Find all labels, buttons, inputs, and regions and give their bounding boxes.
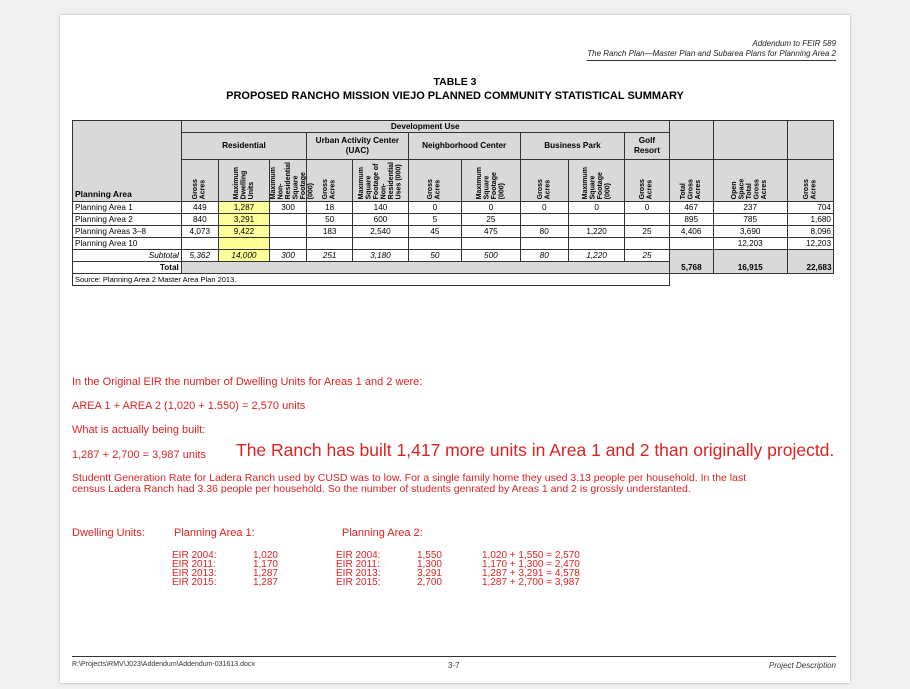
- col-uac-gross-acres: Gross Acres: [322, 179, 337, 200]
- note-actual-sum: 1,287 + 2,700 = 3,987 units: [72, 449, 206, 461]
- header-line-2: The Ranch Plan—Master Plan and Subarea Plans for Planning Area 2: [587, 49, 836, 58]
- col-res-gross-acres: Gross Acres: [192, 179, 207, 200]
- col-max-nonres-sqft: Maximum Non-Residential Square Footage (000): [270, 162, 315, 200]
- total-row: Total: [73, 262, 834, 274]
- footer-file-path: R:\Projects\RMV\J023\Addendum\Addendum-031613.docx: [72, 661, 255, 668]
- golf-resort-header: Golf Resort: [625, 133, 669, 160]
- col-total-gross-acres: Total Gross Acres: [679, 179, 702, 200]
- statistical-summary-table: Planning Area Development Use Residential Urban Activity Center (UAC) Neighborhood Center Business Park Golf Resort Gross Acres Maximum Dwelling Units Maximum Non-Residential Square Footage (000) Gross Acres Maximum Square Footage of Non-Residential Uses (000) Gross Acres Maximum Square Footage (000) Gross Acres Maximum Square Footage (000) Gross Acres Total Gross Acres Open Space Total Gross Acres Gross Acres Planning Area 1 449 1,287 300 18 140 0 0 0 0 0 467 237 704 Planning Area 2 840 3,291 50 600 5 25 895 785 1,680 Planning Areas 3–8 4,073 9,422 183 2,540 45 475 80 1,220 25 4,406 3,690 8,096 Planning Area 10 12,203 12,203 Subtotal 5,362 14,000 300 251 3,180 50 500 80 1,220 25 Total Source: Planning Area 2 Master Area Plan 2013. 5,768 16,915 22,683: [72, 120, 834, 286]
- residential-header: Residential: [181, 133, 306, 160]
- note-area-sum: AREA 1 + AREA 2 (1,020 + 1.550) = 2,570 units: [72, 400, 306, 412]
- col-uac-sqft: Maximum Square Footage of Non-Residential Uses (000): [357, 162, 403, 200]
- footer-rule: [72, 656, 836, 657]
- document-page: [60, 15, 850, 683]
- note-original-eir: In the Original EIR the number of Dwelling Units for Areas 1 and 2 were:: [72, 376, 423, 388]
- development-use-header: Development Use: [181, 121, 669, 133]
- note-student-rate: Studentt Generation Rate for Ladera Ranch used by CUSD was to low. For a single family home they used 3.13 people per household. In the last census Ladera Ranch had 3.36 people per household. So the number of students genrated by Areas 1 and 2 is grossly understanted.: [72, 472, 747, 495]
- note-actual-heading: What is actually being built:: [72, 424, 206, 436]
- table-row: Planning Area 1 449 1,287 300 18 140 0 0 0 0 0 467 237 704: [73, 202, 834, 214]
- planning-area-header: Planning Area: [73, 121, 182, 202]
- table-source: Source: Planning Area 2 Master Area Plan 2013.: [73, 274, 670, 286]
- footer-section: Project Description: [768, 661, 836, 670]
- col-nc-gross-acres: Gross Acres: [427, 179, 442, 200]
- col-open-space: Open Space Total Gross Acres: [731, 178, 769, 200]
- table-row: Planning Areas 3–8 4,073 9,422 183 2,540 45 475 80 1,220 25 4,406 3,690 8,096: [73, 226, 834, 238]
- header-line-1: Addendum to FEIR 589: [752, 39, 836, 48]
- col-nc-sqft: Maximum Square Footage (000): [475, 167, 506, 200]
- planning-area-2-label: Planning Area 2:: [342, 527, 423, 539]
- uac-header: Urban Activity Center (UAC): [307, 133, 409, 160]
- note-highlight: The Ranch has built 1,417 more units in Area 1 and 2 than originally projectd.: [236, 440, 835, 460]
- table-row: Planning Area 10 12,203 12,203: [73, 238, 834, 250]
- col-max-dwelling-units: Maximum Dwelling Units: [232, 167, 255, 200]
- col-golf-gross-acres: Gross Acres: [639, 179, 654, 200]
- neighborhood-header: Neighborhood Center: [408, 133, 520, 160]
- dwelling-units-label: Dwelling Units:: [72, 527, 145, 539]
- business-park-header: Business Park: [520, 133, 625, 160]
- dwelling-units-table: EIR 2004: 1,020 EIR 2004: 1,550 1,020 + 1,550 = 2,570 EIR 2011: 1,170 EIR 2011: 1,300 1,170 + 1,300 = 2,470 EIR 2013: 1,287 EIR 2013: 3,291 1,287 + 3,291 = 4,578 EIR 2015: 1,287 EIR 2015: 2,700 1,287 + 2,700 = 3,987: [172, 550, 580, 588]
- col-gross-acres: Gross Acres: [802, 179, 818, 200]
- table-number: TABLE 3: [433, 76, 477, 88]
- running-header: [587, 39, 836, 61]
- planning-area-1-label: Planning Area 1:: [174, 527, 255, 539]
- table-title: PROPOSED RANCHO MISSION VIEJO PLANNED COMMUNITY STATISTICAL SUMMARY: [226, 90, 684, 102]
- subtotal-row: Subtotal 5,362 14,000 300 251 3,180 50 500 80 1,220 25: [73, 250, 834, 262]
- table-row: Planning Area 2 840 3,291 50 600 5 25 895 785 1,680: [73, 214, 834, 226]
- footer-page-number: 3-7: [448, 661, 460, 670]
- col-bp-gross-acres: Gross Acres: [536, 179, 552, 200]
- col-bp-sqft: Maximum Square Footage (000): [581, 167, 612, 200]
